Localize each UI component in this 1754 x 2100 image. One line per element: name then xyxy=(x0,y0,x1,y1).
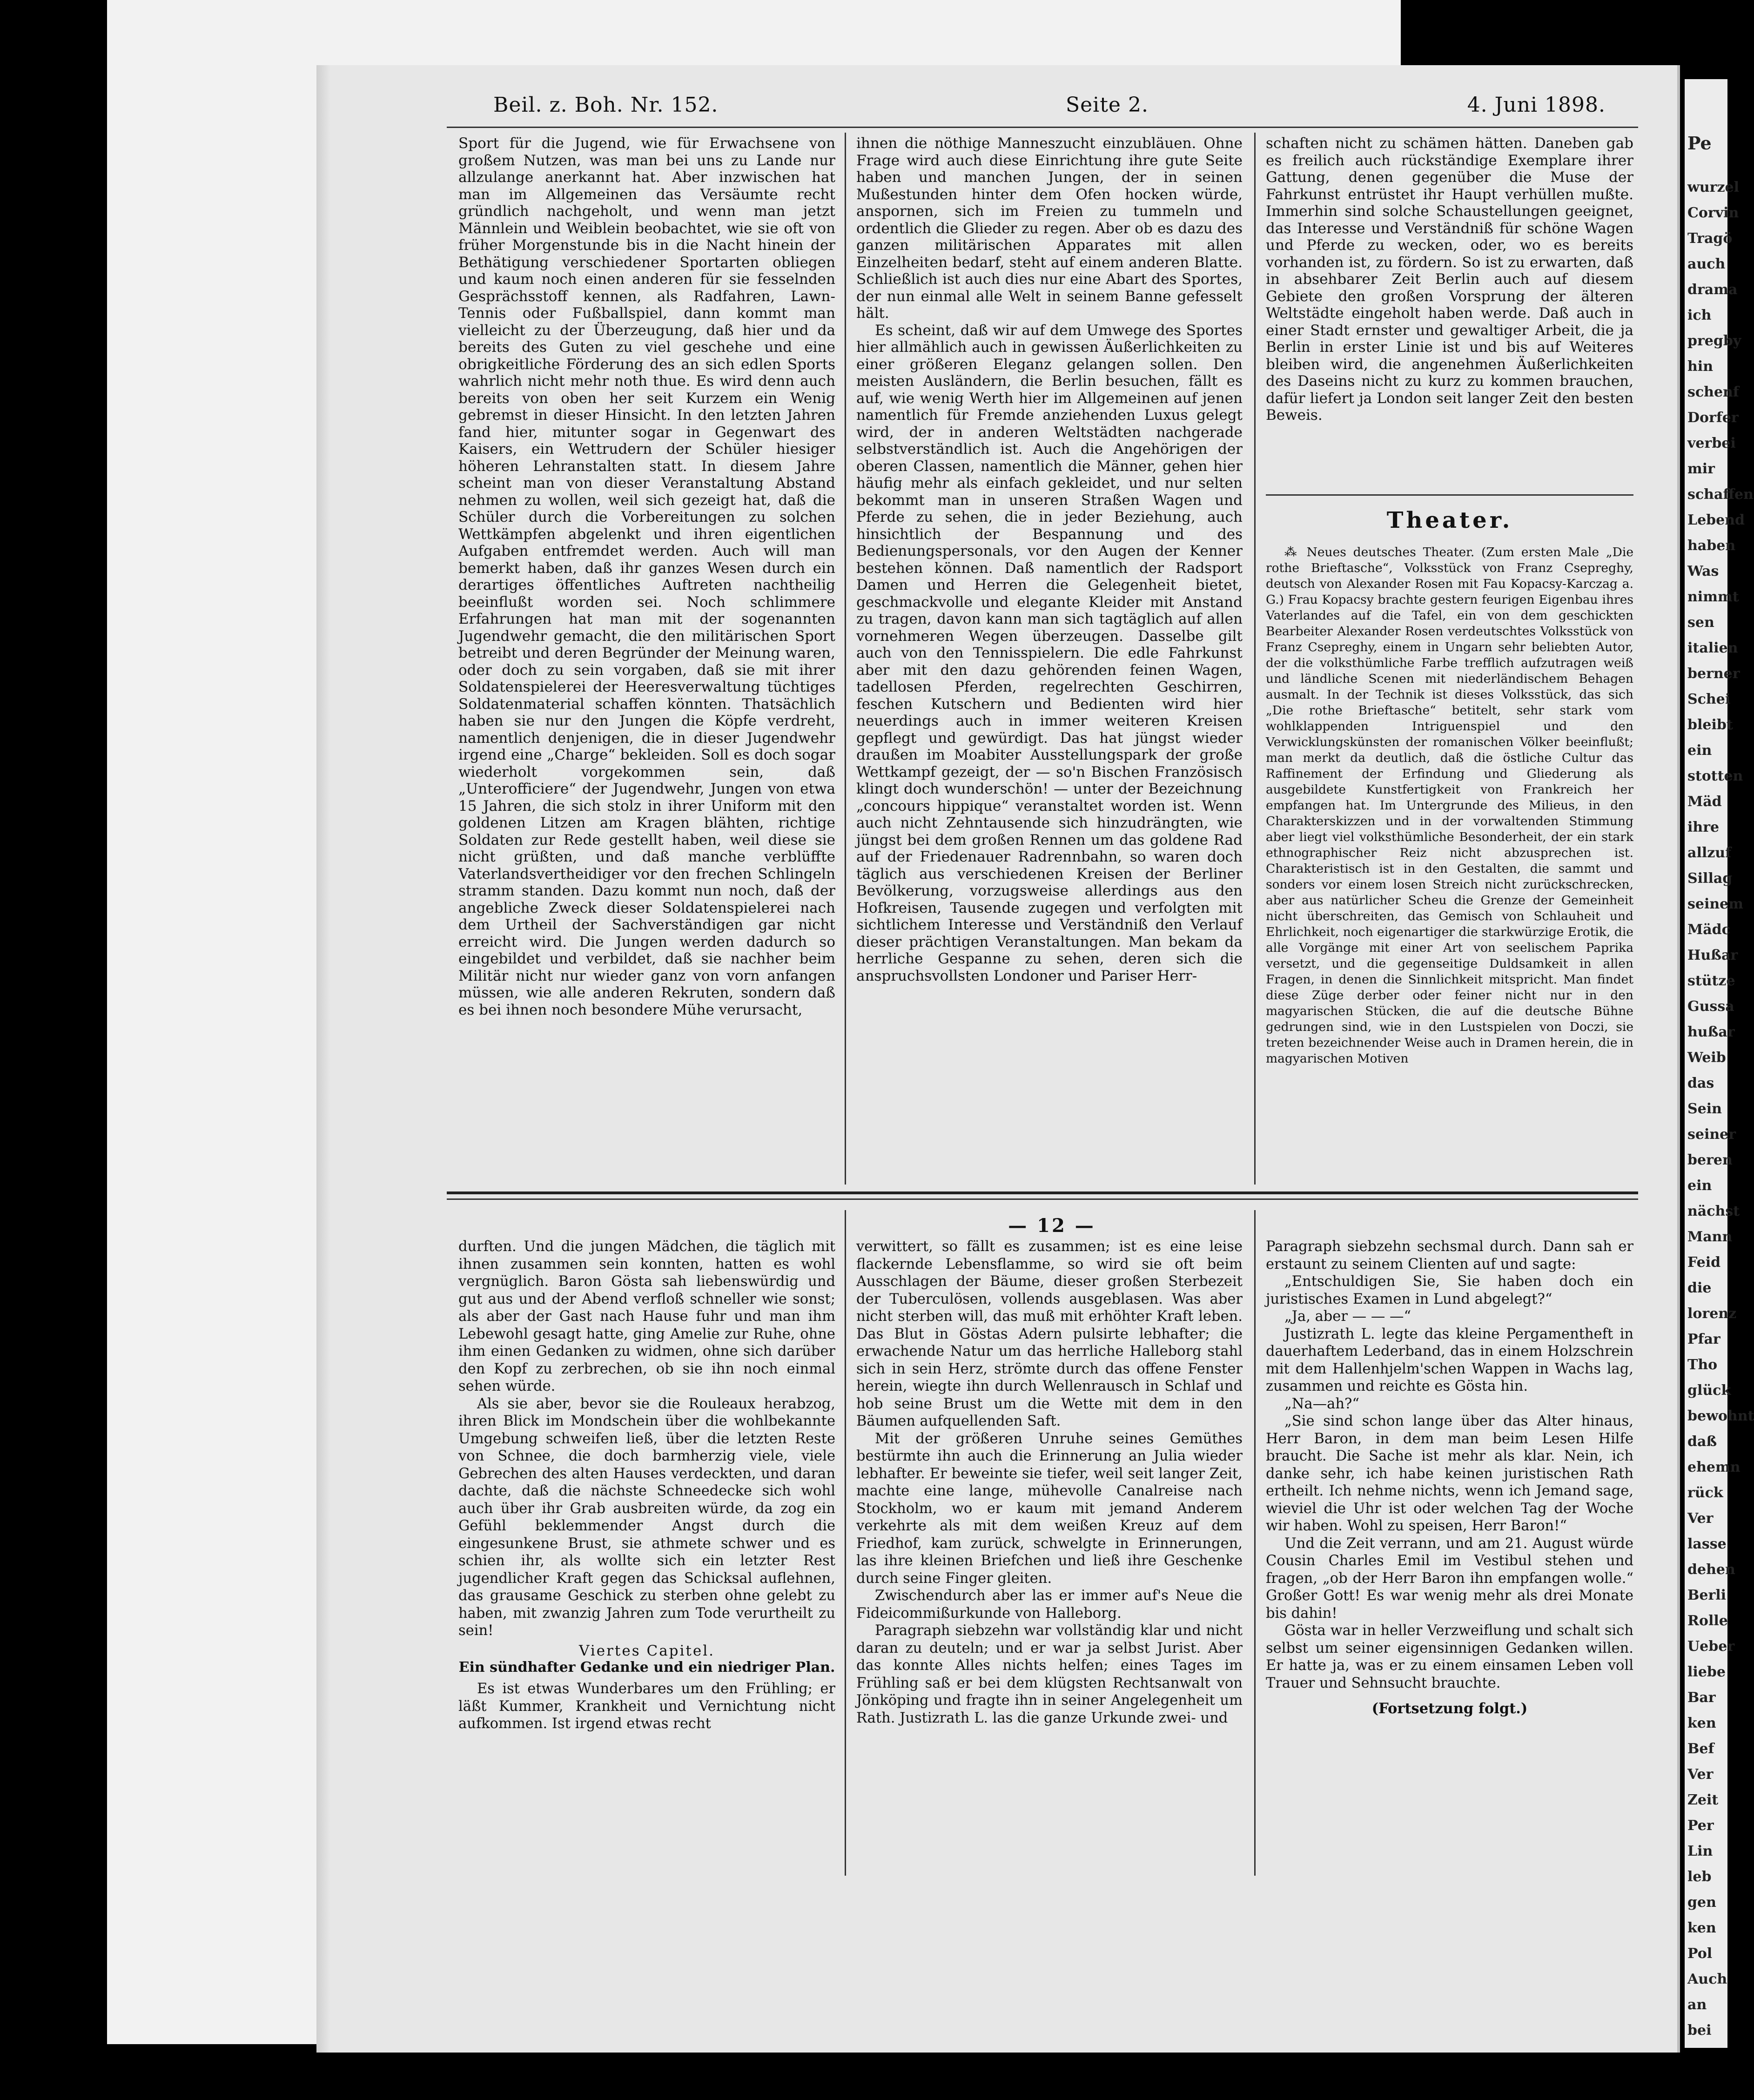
feuilleton-column-1 xyxy=(458,1238,835,1733)
next-page-word-fragment: Pol xyxy=(1687,1945,1713,1962)
next-page-word-fragment: bei xyxy=(1687,2022,1712,2039)
next-page-word-fragment: beren xyxy=(1687,1152,1733,1168)
feuilleton-paragraph: Paragraph siebzehn war vollständig klar und nicht daran zu deuteln; und er war ja selbst Jurist. Aber das konnte Alles nichts helfen; eines Tages im Frühling saß er bei dem klügsten Rechtsanwalt von Jönköping und fragte ihn in seiner Angelegenheit um Rath. Justizrath L. las die ganze Urkunde zwei- und xyxy=(856,1622,1243,1726)
feuilleton-rule xyxy=(447,1198,1638,1200)
theater-heading: Theater. xyxy=(1386,507,1513,533)
next-page-word-fragment: italien xyxy=(1687,640,1738,656)
next-page-word-fragment: verbei xyxy=(1687,435,1736,451)
next-page-word-fragment: leb xyxy=(1687,1869,1712,1885)
next-page-word-fragment: Ver xyxy=(1687,1510,1714,1527)
next-page-word-fragment: liebe xyxy=(1687,1664,1726,1680)
next-page-word-fragment: ein xyxy=(1687,1178,1712,1194)
next-page-word-fragment: Lebend xyxy=(1687,512,1745,528)
feuilleton-paragraph: Und die Zeit verrann, und am 21. August würde Cousin Charles Emil im Vestibul stehen und fragen, „ob der Herr Baron ihn empfangen wolle.“ Großer Gott! Es war wenig mehr als drei Monate bis dahin! xyxy=(1266,1535,1633,1622)
column-rule xyxy=(1254,1210,1256,1876)
feuilleton-paragraph: Gösta war in heller Verzweiflung und schalt sich selbst um seiner eigensinnigen Gedanken willen. Er hatte ja, was er zu einem einsamen Leben voll Trauer und Sehnsucht brauchte. xyxy=(1266,1622,1633,1691)
next-page-word-fragment: glück xyxy=(1687,1382,1731,1399)
next-page-word-fragment: Zeit xyxy=(1687,1792,1719,1808)
next-page-header: Pe xyxy=(1687,133,1712,154)
column-rule xyxy=(845,133,846,1185)
next-page-word-fragment: Ver xyxy=(1687,1766,1714,1783)
next-page-word-fragment: Ueber xyxy=(1687,1638,1735,1655)
chapter-heading: Viertes Capitel. xyxy=(578,1642,715,1659)
feuilleton-paragraph: Mit der größeren Unruhe seines Gemüthes bestürmte ihn auch die Erinnerung an Julia wieder lebhafter. Er beweinte sie tiefer, weil seit langer Zeit, machte eine lange, mühevolle Canalreise nach Stockholm, wo er kaum mit jemand Anderem verkehrte als mit dem weißen Kreuz auf dem Friedhof, kam zurück, schwelgte in Erinnerungen, las ihre kleinen Briefchen und ließ ihre Geschenke durch seine Finger gleiten. xyxy=(856,1430,1243,1587)
next-page-word-fragment: sen xyxy=(1687,614,1714,631)
next-page-text xyxy=(1685,175,1754,2043)
next-page-word-fragment: Mäd xyxy=(1687,794,1722,810)
header-rule xyxy=(447,127,1638,128)
next-page-word-fragment: stütze xyxy=(1687,973,1735,989)
next-page-word-fragment: Per xyxy=(1687,1817,1714,1834)
column-rule xyxy=(1254,133,1256,1185)
next-page-word-fragment: allzuf xyxy=(1687,845,1731,861)
chapter-subtitle: Ein sündhafter Gedanke und ein niedriger Plan. xyxy=(458,1659,835,1676)
feuilleton-paragraph: Zwischendurch aber las er immer auf's Neue die Fideicommißurkunde von Halleborg. xyxy=(856,1588,1243,1622)
next-page-word-fragment: Dorfer xyxy=(1687,410,1739,426)
next-page-word-fragment: das xyxy=(1687,1075,1714,1091)
next-page-word-fragment: Sillag xyxy=(1687,870,1733,887)
feuilleton-paragraph: Als sie aber, bevor sie die Rouleaux herabzog, ihren Blick im Mondschein über die wohlbekannte Umgebung schweifen ließ, über die letzten Reste von Schnee, die doch barmherzig viele, viele Gebrechen des alten Hauses verdeckten, und daran dachte, daß die nächste Schneedecke sich wohl auch über ihr Grab ausbreiten würde, da zog ein Gefühl beklemmender Angst durch die eingesunkene Brust, sie athmete schwer und es schien ihr, als wollte sich ein letzter Rest jugendlicher Kraft gegen das Schicksal auflehnen, das grausame Geschick zu sterben ohne gelebt zu haben, mit zwanzig Jahren zum Tode verurtheilt zu sein! xyxy=(458,1395,835,1639)
next-page-word-fragment: daß xyxy=(1687,1434,1717,1450)
next-page-word-fragment: pregby xyxy=(1687,333,1741,349)
feuilleton-paragraph: Paragraph siebzehn sechsmal durch. Dann sah er erstaunt zu seinem Clienten auf und sagte: xyxy=(1266,1238,1633,1272)
next-page-word-fragment: Berli xyxy=(1687,1587,1727,1603)
next-page-word-fragment: Hußar xyxy=(1687,947,1738,963)
next-page-word-fragment: Pfar xyxy=(1687,1331,1720,1347)
next-page-word-fragment: stotten xyxy=(1687,768,1743,784)
next-page-word-fragment: wurzel xyxy=(1687,179,1739,195)
next-page-word-fragment: schenf xyxy=(1687,384,1739,400)
theater-review xyxy=(1266,545,1633,1067)
header-date: 4. Juni 1898. xyxy=(1467,93,1606,117)
article-column-2 xyxy=(856,135,1243,984)
feuilleton-paragraph: Es ist etwas Wunderbares um den Frühling; er läßt Kummer, Krankheit und Vernichtung nicht aufkommen. Ist irgend etwas recht xyxy=(458,1681,835,1732)
next-page-word-fragment: Bar xyxy=(1687,1689,1716,1706)
theater-paragraph: ⁂ Neues deutsches Theater. (Zum ersten Male „Die rothe Brieftasche“, Volksstück von Franz Csepreghy, deutsch von Alexander Rosen mit Fau Kopacsy-Karczag a. G.) Frau Kopacsy brachte gestern feurigen Eigenbau ihres Vaterlandes auf die Tafel, ein von dem geschickten Bearbeiter Alexander Rosen verdeutschtes Volksstück von Franz Csepreghy, einem in Ungarn sehr beliebten Autor, der die volksthümliche Farbe trefflich aufzutragen weiß und ländliche Scenen mit niederländischem Behagen ausmalt. In der Technik ist dieses Volksstück, das sich „Die rothe Brieftasche“ betitelt, sehr stark vom wohlklappenden Intriguenspiel und den Verwicklungskünsten der romanischen Völker beeinflußt; man merkt da deutlich, daß die östliche Cultur das Raffinement der Erfindung und Gliederung als ausgebildete Kunstfertigkeit von Frankreich her empfangen hat. Im Untergrunde des Milieus, in den Charakterskizzen und in der vorwaltenden Stimmung aber liegt viel volksthümliche Besonderheit, der ein stark ethnographischer Reiz nicht abzusprechen ist. Charakteristisch ist in den Gestalten, die sammt und sonders vor einem losen Streich nicht zurückschrecken, aber aus natürlicher Scheu die Grenze der Gemeinheit nicht überschreiten, das Gemisch von Schlauheit und Ehrlichkeit, noch eigenartiger die starkwürzige Erotik, die alle Vorgänge mit einer Art von seelischem Paprika versetzt, und die gegenseitige Duldsamkeit in allen Fragen, in denen die Sinnlichkeit mitspricht. Man findet diese Züge derber oder feiner nicht nur in den magyarischen Stücken, die auf die deutsche Bühne gedrungen sind, wie in den Lustspielen von Doczi, sie treten bezeichnender Weise auch in Dramen herein, die in magyarischen Motiven xyxy=(1266,545,1633,1066)
next-page-word-fragment: dehen xyxy=(1687,1562,1735,1578)
next-page-word-fragment: ehemn xyxy=(1687,1459,1741,1475)
page-header xyxy=(493,93,1606,126)
next-page-word-fragment: Schei xyxy=(1687,691,1731,707)
next-page-word-fragment: mir xyxy=(1687,461,1715,477)
column-rule xyxy=(845,1210,846,1876)
feuilleton-page-number: — 12 — xyxy=(1008,1215,1095,1237)
next-page-word-fragment: ken xyxy=(1687,1920,1716,1936)
next-page-word-fragment: Gussa xyxy=(1687,998,1734,1015)
next-page-word-fragment: Lin xyxy=(1687,1843,1713,1859)
next-page-word-fragment: bewohnt xyxy=(1687,1408,1754,1424)
next-page-word-fragment: ein xyxy=(1687,742,1712,759)
feuilleton-column-2 xyxy=(856,1238,1243,1727)
next-page-word-fragment: lasse xyxy=(1687,1536,1727,1552)
next-page-word-fragment: seinem xyxy=(1687,896,1744,912)
article-paragraph: ihnen die nöthige Manneszucht einzubläuen. Ohne Frage wird auch diese Einrichtung ihre gute Seite haben und manchen Jungen, der in seinen Mußestunden hinter dem Ofen hocken würde, anspornen, sich im Freien zu tummeln und ordentlich die Glieder zu regen. Aber ob es dazu des ganzen militärischen Apparates mit allen Einzelheiten bedarf, steht auf einem anderen Blatte. Schließlich ist auch dies nur eine Abart des Sportes, der nun einmal alle Welt in seinem Banne gefesselt hält. xyxy=(856,135,1243,322)
next-page-word-fragment: gen xyxy=(1687,1894,1716,1911)
next-page-word-fragment: haben xyxy=(1687,538,1736,554)
next-page-word-fragment: nächst xyxy=(1687,1203,1740,1219)
article-column-3 xyxy=(1266,135,1633,424)
article-column-1 xyxy=(458,135,835,1018)
article-paragraph: Es scheint, daß wir auf dem Umwege des Sportes hier allmählich auch in gewissen Äußerlichkeiten zu einer größeren Eleganz gelangen sollen. Den meisten Ausländern, die Berlin besuchen, fällt es auf, wie wenig Werth hier im Allgemeinen auf jenen namentlich für Fremde anziehenden Luxus gelegt wird, der in anderen Weltstädten nachgerade selbstverständlich ist. Auch die Angehörigen der oberen Classen, namentlich die Männer, gehen hier häufig mehr als einfach gekleidet, und nur selten bekommt man in unseren Straßen Wagen und Pferde zu sehen, die in jeder Beziehung, auch hinsichtlich der Bespannung und des Bedienungspersonals, vor den Augen der Kenner bestehen können. Daß namentlich der Radsport Damen und Herren die Gelegenheit bietet, geschmackvolle und elegante Kleider mit Anstand zu tragen, davon kann man sich tagtäglich auf allen vornehmeren Wegen überzeugen. Dasselbe gilt auch von den Tennisspielern. Die edle Fahrkunst aber mit den dazu gehörenden feinen Wagen, tadellosen Pferden, regelrechten Geschirren, feschen Kutschern und Bedienten wird hier neuerdings auch in immer weiteren Kreisen gepflegt und gewürdigt. Das hat jüngst wieder draußen im Moabiter Ausstellungspark der große Wettkampf gezeigt, der — so'n Bischen Französisch klingt doch wunderschön! — unter der Bezeichnung „concours hippique“ veranstaltet worden ist. Wenn auch nicht Zehntausende sich hinzudrängten, wie jüngst bei dem großen Rennen um das goldene Rad auf der Friedenauer Radrennbahn, so waren doch täglich aus verschiedenen Kreisen der Berliner Bevölkerung, vorzugsweise allerdings aus den Hofkreisen, Tausende zugegen und verfolgten mit sichtlichem Interesse und Verständniß den Verlauf dieser prächtigen Veranstaltungen. Man bekam da herrliche Gespanne zu sehen, deren sich die anspruchsvollsten Londoner und Pariser Herr- xyxy=(856,322,1243,984)
header-page-number: Seite 2. xyxy=(1066,93,1149,117)
next-page-word-fragment: hin xyxy=(1687,358,1714,375)
next-page-word-fragment: Sein xyxy=(1687,1101,1722,1117)
next-page-word-fragment: drama xyxy=(1687,282,1738,298)
next-page-word-fragment: lorenz xyxy=(1687,1306,1737,1322)
next-page-word-fragment: Mädc xyxy=(1687,922,1730,938)
next-page-word-fragment: hußar xyxy=(1687,1024,1735,1040)
next-page-word-fragment: ihre xyxy=(1687,819,1720,835)
feuilleton-paragraph: „Entschuldigen Sie, Sie haben doch ein juristisches Examen in Lund abgelegt?“ xyxy=(1266,1273,1633,1307)
next-page-word-fragment: Feid xyxy=(1687,1254,1721,1271)
feuilleton-paragraph: „Ja, aber — — —“ xyxy=(1284,1308,1411,1325)
feuilleton-column-3 xyxy=(1266,1238,1633,1718)
feuilleton-paragraph: „Sie sind schon lange über das Alter hinaus, Herr Baron, in dem man beim Lesen Hilfe braucht. Die Sache ist mehr als klar. Nein, ich danke sehr, ich habe keinen juristischen Rath ertheilt. Ich nehme nichts, wenn ich Jemand sage, wieviel die Uhr ist oder welchen Tag der Woche wir haben. Wohl zu speisen, Herr Baron!“ xyxy=(1266,1413,1633,1534)
next-page-word-fragment: Was xyxy=(1687,563,1719,579)
next-page-word-fragment: Auch xyxy=(1687,1971,1727,1987)
next-page-word-fragment: auch xyxy=(1687,256,1726,272)
section-rule xyxy=(1266,494,1633,496)
to-be-continued: (Fortsetzung folgt.) xyxy=(1371,1700,1528,1717)
feuilleton-paragraph: „Na—ah?“ xyxy=(1284,1395,1359,1412)
next-page-word-fragment: Mann xyxy=(1687,1229,1733,1245)
next-page-word-fragment: rück xyxy=(1687,1485,1723,1501)
feuilleton-paragraph: Justizrath L. legte das kleine Pergamentheft in dauerhaftem Lederband, das in einem Holzschrein mit dem Hallenhjelm'schen Wappen in Wachs lag, zusammen und reichte es Gösta hin. xyxy=(1266,1326,1633,1394)
feuilleton-rule xyxy=(447,1191,1638,1194)
next-page-word-fragment: Corvin xyxy=(1687,205,1739,221)
next-page-word-fragment: an xyxy=(1687,1997,1707,2013)
feuilleton-paragraph: durften. Und die jungen Mädchen, die täglich mit ihnen zusammen sein konnten, hatten es wohl vergnüglich. Baron Gösta sah liebenswürdig und gut aus und der Abend verfloß schneller wie sonst; als aber der Gast nach Hause fuhr und man ihm Lebewohl gesagt hatte, ging Amelie zur Ruhe, ohne ihm einen Gedanken zu widmen, ohne sich darüber den Kopf zu zerbrechen, ob sie ihn noch einmal sehen würde. xyxy=(458,1238,835,1394)
next-page-fragment xyxy=(1685,79,1754,2048)
next-page-word-fragment: Tragö xyxy=(1687,230,1733,247)
next-page-word-fragment: nimmt xyxy=(1687,589,1739,605)
article-paragraph: schaften nicht zu schämen hätten. Daneben gab es freilich auch rückständige Exemplare ihrer Gattung, denen gegenüber die Muse der Fahrkunst entrüstet ihr Haupt verhüllen mußte. Immerhin sind solche Schaustellungen geeignet, das Interesse und Verständniß für schöne Wagen und Pferde zu wecken, oder, wo es bereits vorhanden ist, zu fördern. So ist zu erwarten, daß in absehbarer Zeit Berlin auch auf diesem Gebiete den großen Vorsprung der älteren Weltstädte eingeholt haben werde. Daß auch in einer Stadt ernster und gewaltiger Arbeit, die ja Berlin in erster Linie ist und bis auf Weiteres bleiben wird, die angenehmen Äußerlichkeiten des Daseins nicht zu kurz zu kommen brauchen, dafür liefert ja London seit langer Zeit den besten Beweis. xyxy=(1266,135,1633,424)
page-edge xyxy=(316,65,330,2053)
next-page-word-fragment: ich xyxy=(1687,307,1712,323)
next-page-word-fragment: seiner xyxy=(1687,1126,1736,1143)
next-page-word-fragment: die xyxy=(1687,1280,1712,1296)
next-page-word-fragment: schaffen xyxy=(1687,486,1754,503)
next-page-word-fragment: Bef xyxy=(1687,1741,1714,1757)
next-page-word-fragment: Tho xyxy=(1687,1357,1718,1373)
next-page-word-fragment: ken xyxy=(1687,1715,1716,1731)
header-issue: Beil. z. Boh. Nr. 152. xyxy=(493,93,719,117)
feuilleton-paragraph: verwittert, so fällt es zusammen; ist es eine leise flackernde Lebensflamme, so wird sie oft beim Ausschlagen der Bäume, dieser großen Sterbezeit der Tuberculösen, vollends ausgeblasen. Was aber nicht sterben will, das muß mit erhöhter Kraft leben. Das Blut in Göstas Adern pulsirte lebhafter; die erwachende Natur um das herrliche Halleborg stahl sich in sein Herz, strömte durch das offene Fenster herein, wiegte ihn durch Wellenrausch in Schlaf und hob seine Brust um die Wette mit dem in den Bäumen aufquellenden Saft. xyxy=(856,1238,1243,1429)
next-page-word-fragment: bleibt xyxy=(1687,717,1733,733)
article-paragraph: Sport für die Jugend, wie für Erwachsene von großem Nutzen, was man bei uns zu Lande nur allzulange anerkannt hat. Aber inzwischen hat man im Allgemeinen das Versäumte recht gründlich nachgeholt, und wenn man jetzt Männlein und Weiblein beobachtet, wie sie oft von früher Morgenstunde bis in die Nacht hinein der Bethätigung verschiedener Sportarten obliegen und kaum noch einen anderen für sie fesselnden Gesprächsstoff kennen, als Radfahren, Lawn-Tennis oder Fußballspiel, dann kommt man vielleicht zu der Überzeugung, daß hier und da bereits des Guten zu viel geschehe und eine obrigkeitliche Förderung des an sich edlen Sports wahrlich nicht mehr noth thue. Es wird denn auch bereits von oben her seit Kurzem ein Wenig gebremst in dieser Hinsicht. In den letzten Jahren fand hier, mitunter sogar in Gegenwart des Kaisers, ein Wettrudern der Schüler hiesiger höheren Lehranstalten statt. In diesem Jahre scheint man von dieser Veranstaltung Abstand nehmen zu wollen, weil sich gezeigt hat, daß die Schüler durch die Vorbereitungen zu solchen Wettkämpfen abgelenkt und ihren eigentlichen Aufgaben entfremdet werden. Auch will man bemerkt haben, daß ihr ganzes Wesen durch ein derartiges öffentliches Auftreten nachtheilig beeinflußt worden sei. Noch schlimmere Erfahrungen hat man mit der sogenannten Jugendwehr gemacht, die den militärischen Sport betreibt und deren Begründer der Meinung waren, oder doch zu sein vorgaben, daß sie mit ihrer Soldatenspielerei der Heeresverwaltung tüchtiges Soldatenmaterial schaffen könnten. Thatsächlich haben sie nur den Jungen die Köpfe verdreht, namentlich denjenigen, die in dieser Jugendwehr irgend eine „Charge“ bekleiden. Soll es doch sogar wiederholt vorgekommen sein, daß „Unterofficiere“ der Jugendwehr, Jungen von etwa 15 Jahren, die sich stolz in ihrer Uniform mit den goldenen Litzen am Kragen blähten, richtige Soldaten zur Rede gestellt haben, weil diese sie nicht grüßten, und daß manche verblüffte Vaterlandsvertheidiger vor den frechen Schlingeln stramm standen. Dazu kommt nun noch, daß der angebliche Zweck dieser Soldatenspielerei nach dem Urtheil der Sachverständigen gar nicht erreicht wird. Die Jungen werden dadurch so eingebildet und verbildet, daß sie nachher beim Militär nicht nur wieder ganz von vorn anfangen müssen, wie alle anderen Rekruten, sondern daß es bei ihnen noch besondere Mühe verursacht, xyxy=(458,135,835,1018)
next-page-word-fragment: Rolle xyxy=(1687,1613,1728,1629)
next-page-word-fragment: Weib xyxy=(1687,1050,1726,1066)
next-page-word-fragment: berner xyxy=(1687,666,1740,682)
